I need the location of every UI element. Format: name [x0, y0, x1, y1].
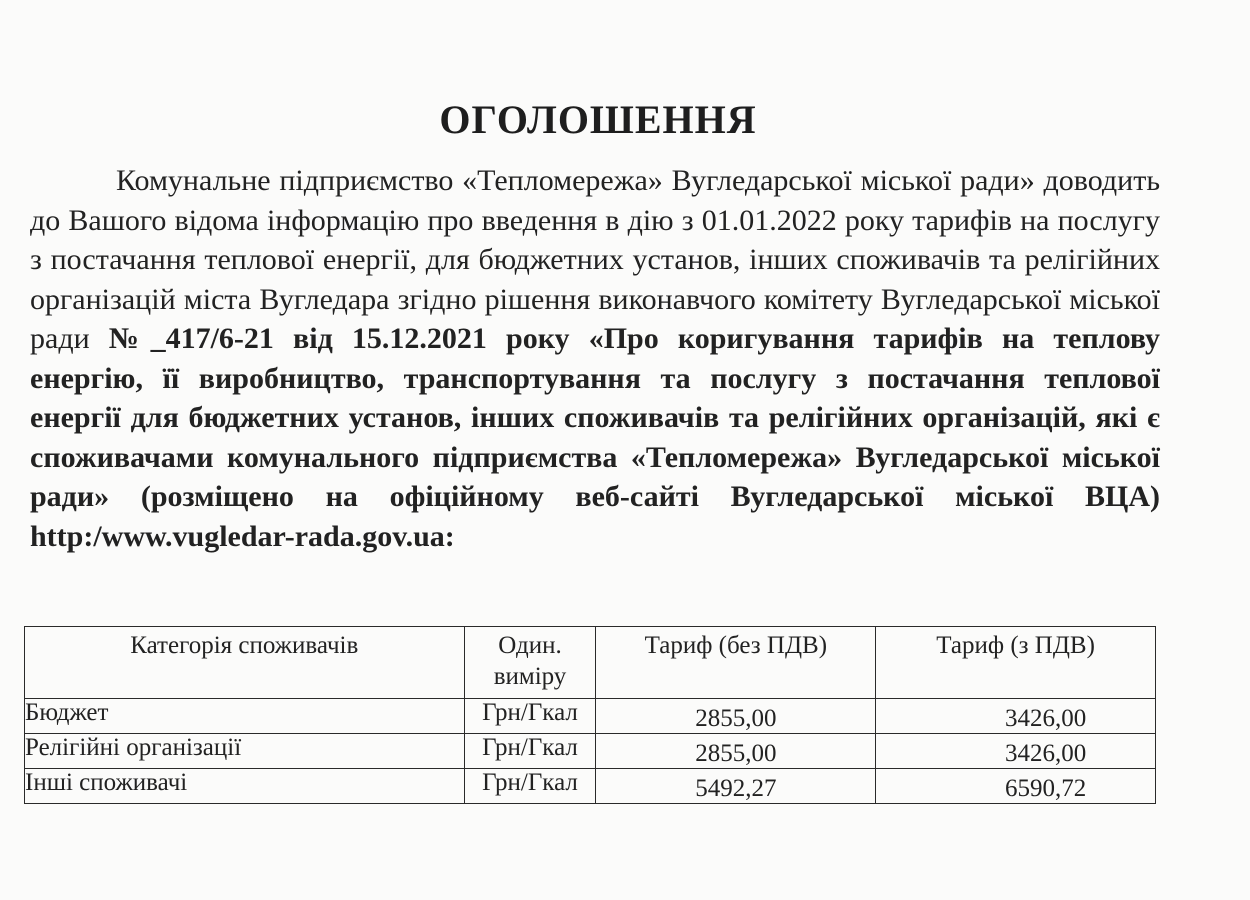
- row-tariff-no-vat: [596, 699, 876, 734]
- tariff-vat-value: 6590,72: [1004, 775, 1087, 802]
- header-unit: Один. виміру: [464, 627, 596, 699]
- table-row: [25, 769, 1156, 804]
- header-tariff-vat: Тариф (з ПДВ): [876, 627, 1156, 699]
- table-header-row: [25, 627, 1156, 699]
- row-tariff-no-vat: [596, 769, 876, 804]
- row-unit: Грн/Гкал: [464, 769, 596, 804]
- tariff-vat-value: 3426,00: [1004, 740, 1087, 767]
- tariff-no-vat-value: 2855,00: [695, 705, 777, 732]
- decision-reference: №_417/6-21 від 15.12.2021 року «Про коригування тарифів на теплову енергію, її виробництво, транспортування та послугу з постачання теплової енергії для бюджетних установ, інших споживачів та релігійних організацій, які є споживачами комунального підприємства «Тепломережа» Вугледарської міської ради» (розміщено на офіційному веб-сайті Вугледарської міської ВЦА) http:/www.vugledar-rada.gov.ua:: [30, 322, 1160, 553]
- row-tariff-no-vat: [596, 734, 876, 769]
- tariff-no-vat-value: 2855,00: [695, 740, 777, 767]
- row-tariff-vat: [876, 734, 1156, 769]
- row-tariff-vat: [876, 699, 1156, 734]
- row-category: Бюджет: [25, 699, 465, 734]
- row-category: Інші споживачі: [25, 769, 465, 804]
- row-tariff-vat: [876, 769, 1156, 804]
- tariff-table: [24, 626, 1156, 804]
- header-tariff-no-vat: Тариф (без ПДВ): [596, 627, 876, 699]
- header-category: Категорія споживачів: [25, 627, 465, 699]
- tariff-no-vat-value: 5492,27: [695, 775, 777, 802]
- announcement-paragraph: [30, 161, 1160, 556]
- paragraph-intro: Комунальне підприємство «Тепломережа» Вугледарської міської ради» доводить до Вашого відома інформацію про введення в дію з 01.01.2022 року тарифів на послугу з постачання теплової енергії, для бюджетних установ, інших споживачів та релігійних організацій міста Вугледара згідно рішення виконавчого комітету Вугледарської міської ради: [30, 164, 1160, 355]
- row-category: Релігійні організації: [25, 734, 465, 769]
- row-unit: Грн/Гкал: [464, 699, 596, 734]
- table-row: [25, 699, 1156, 734]
- table-row: [25, 734, 1156, 769]
- row-unit: Грн/Гкал: [464, 734, 596, 769]
- tariff-vat-value: 3426,00: [1004, 705, 1087, 732]
- page-title: ОГОЛОШЕННЯ: [439, 97, 757, 142]
